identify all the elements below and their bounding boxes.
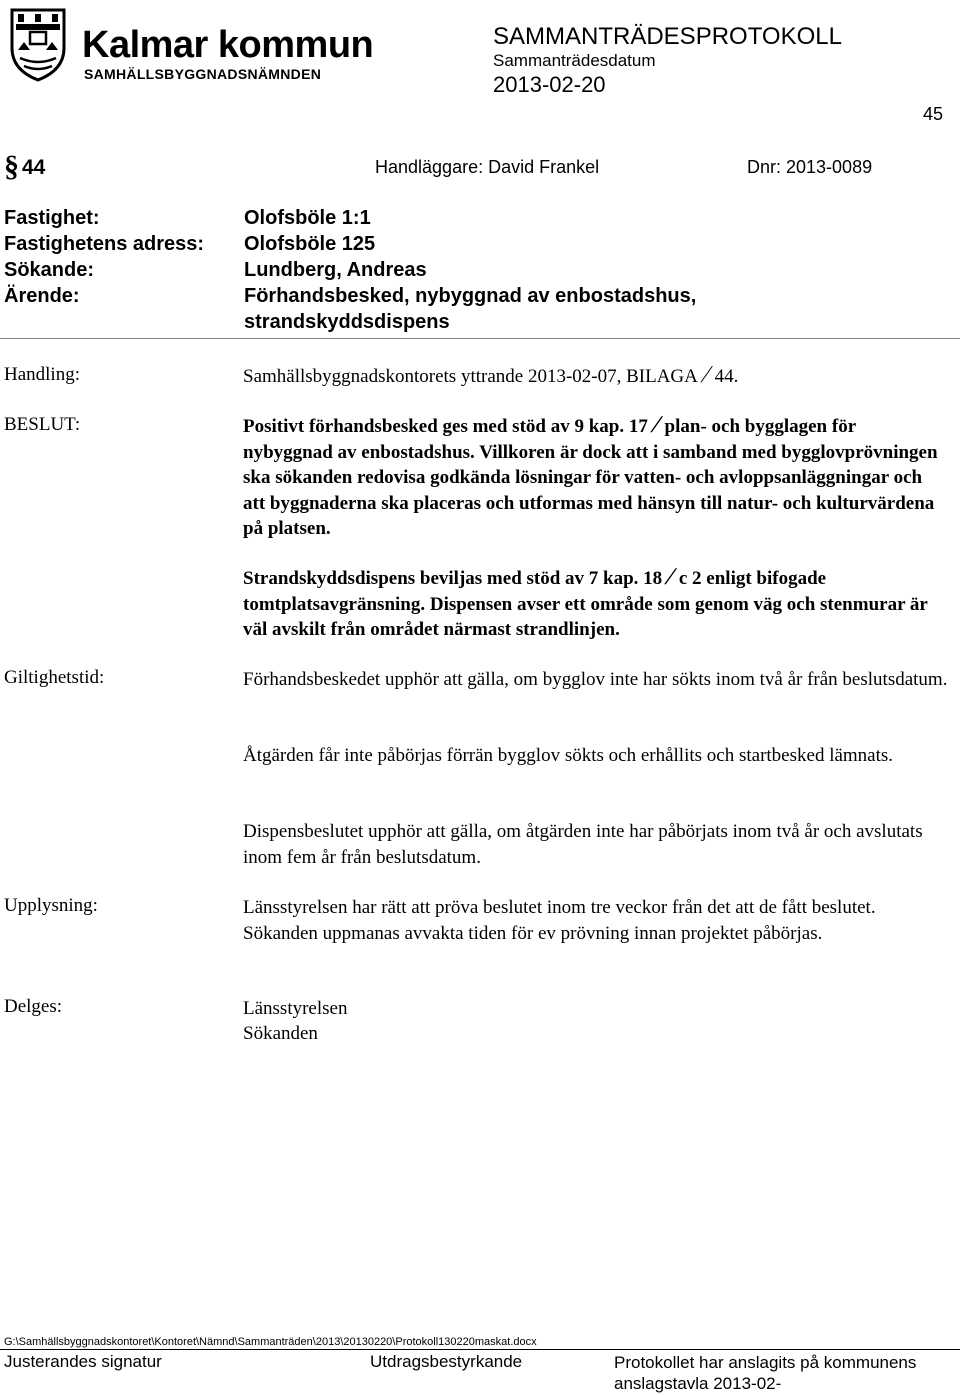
org-name: Kalmar kommun bbox=[82, 24, 374, 66]
upplysning-text: Länsstyrelsen har rätt att pröva beslutet inom tre veckor från det att de fått beslutet. Sökanden uppmanas avvakta tiden för ev prövning innan projektet påbörjas. bbox=[243, 897, 876, 944]
giltighet-paragraph-3: Dispensbeslutet upphör att gälla, om åtgärden inte har påbörjats inom två år och avslutats inom fem år från beslutsdatum. bbox=[243, 821, 923, 868]
meeting-date-label: Sammanträdesdatum bbox=[493, 51, 656, 70]
adress-value: Olofsböle 125 bbox=[244, 233, 376, 255]
fastighet-label: Fastighet: bbox=[4, 207, 100, 229]
paragraph-number: 44 bbox=[22, 156, 46, 179]
sokande-label: Sökande: bbox=[4, 259, 95, 281]
protocol-title: SAMMANTRÄDESPROTOKOLL bbox=[493, 23, 842, 50]
giltighet-paragraph-1: Förhandsbeskedet upphör att gälla, om bygglov inte har sökts inom två år från beslutsdatum. bbox=[243, 669, 948, 690]
case-officer: Handläggare: David Frankel bbox=[375, 157, 600, 177]
signature-label: Justerandes signatur bbox=[4, 1352, 162, 1371]
handling-text: Samhällsbyggnadskontorets yttrande 2013-02-07, BILAGA/44. bbox=[243, 362, 739, 388]
beslut-label: BESLUT: bbox=[4, 414, 81, 435]
arende-value-line-2: strandskyddsdispens bbox=[244, 311, 450, 333]
published-note: Protokollet har anslagits på kommunens anslagstavla 2013-02- bbox=[614, 1353, 917, 1393]
beslut-paragraph-1: Positivt förhandsbesked ges med stöd av 9 kap. 17/plan- och bygglagen för nybyggnad av enbostadshus. Villkoren är dock att i samband med bygglovprövningen ska sökanden redovisa godkända lösningar för vatten- och avloppsanläggningar och att byggnaderna ska placeras och utformas med hänsyn till natur- och kulturvärdena på platsen. bbox=[243, 412, 938, 539]
file-path: G:\Samhällsbyggnadskontoret\Kontoret\Nämnd\Sammanträden\2013\20130220\Protokoll130220maskat.docx bbox=[4, 1336, 537, 1348]
registration-number: Dnr: 2013-0089 bbox=[747, 157, 873, 177]
beslut-p2-part-1: Strandskyddsdispens beviljas med stöd av 7 kap. 18 bbox=[243, 568, 663, 589]
kalmar-coat-of-arms-logo bbox=[8, 6, 68, 82]
delges-recipient-1: Länsstyrelsen bbox=[243, 998, 348, 1019]
handling-text-part-1: Samhällsbyggnadskontorets yttrande 2013-02-07, BILAGA bbox=[243, 366, 698, 387]
arende-value-line-1: Förhandsbesked, nybyggnad av enbostadshus, bbox=[244, 285, 697, 307]
handling-label: Handling: bbox=[4, 364, 80, 385]
sokande-value: Lundberg, Andreas bbox=[244, 259, 427, 281]
beslut-paragraph-2: Strandskyddsdispens beviljas med stöd av 7 kap. 18/c 2 enligt bifogade tomtplatsavgränsning. Dispensen avser ett område som genom väg och stenmurar är väl avskilt från området närmast strandlinjen. bbox=[243, 564, 928, 640]
page-number: 45 bbox=[923, 104, 944, 124]
delges-label: Delges: bbox=[4, 996, 63, 1017]
footer-rule bbox=[0, 1349, 960, 1350]
giltighet-paragraph-2: Åtgärden får inte påbörjas förrän bygglov sökts och erhållits och startbesked lämnats. bbox=[243, 745, 894, 766]
handling-text-part-2: 44. bbox=[714, 366, 739, 387]
paragraph-symbol: § bbox=[4, 150, 19, 183]
upplysning-label: Upplysning: bbox=[4, 895, 98, 916]
divider bbox=[0, 338, 960, 339]
utdrag-label: Utdragsbestyrkande bbox=[370, 1352, 523, 1371]
meeting-date: 2013-02-20 bbox=[493, 72, 606, 97]
beslut-p1-part-1: Positivt förhandsbesked ges med stöd av 9 kap. 17 bbox=[243, 416, 648, 437]
beslut-p1-part-2: plan- och bygglagen för nybyggnad av enbostadshus. Villkoren är dock att i samband med bygglovprövningen ska sökanden redovisa godkända lösningar för vatten- och avloppsanläggningar och att byggnaderna ska placeras och utformas med hänsyn till natur- och kulturvärdena på platsen. bbox=[243, 416, 938, 539]
giltighet-label: Giltighetstid: bbox=[4, 667, 105, 688]
delges-recipient-2: Sökanden bbox=[243, 1023, 318, 1044]
arende-label: Ärende: bbox=[4, 285, 80, 307]
org-subtitle: SAMHÄLLSBYGGNADSNÄMNDEN bbox=[84, 66, 322, 82]
fastighet-value: Olofsböle 1:1 bbox=[244, 207, 371, 229]
beslut-p2-part-2: c 2 enligt bifogade tomtplatsavgränsning. Dispensen avser ett område som genom väg och stenmurar är väl avskilt från området närmast strandlinjen. bbox=[243, 568, 928, 640]
adress-label: Fastighetens adress: bbox=[4, 233, 205, 255]
